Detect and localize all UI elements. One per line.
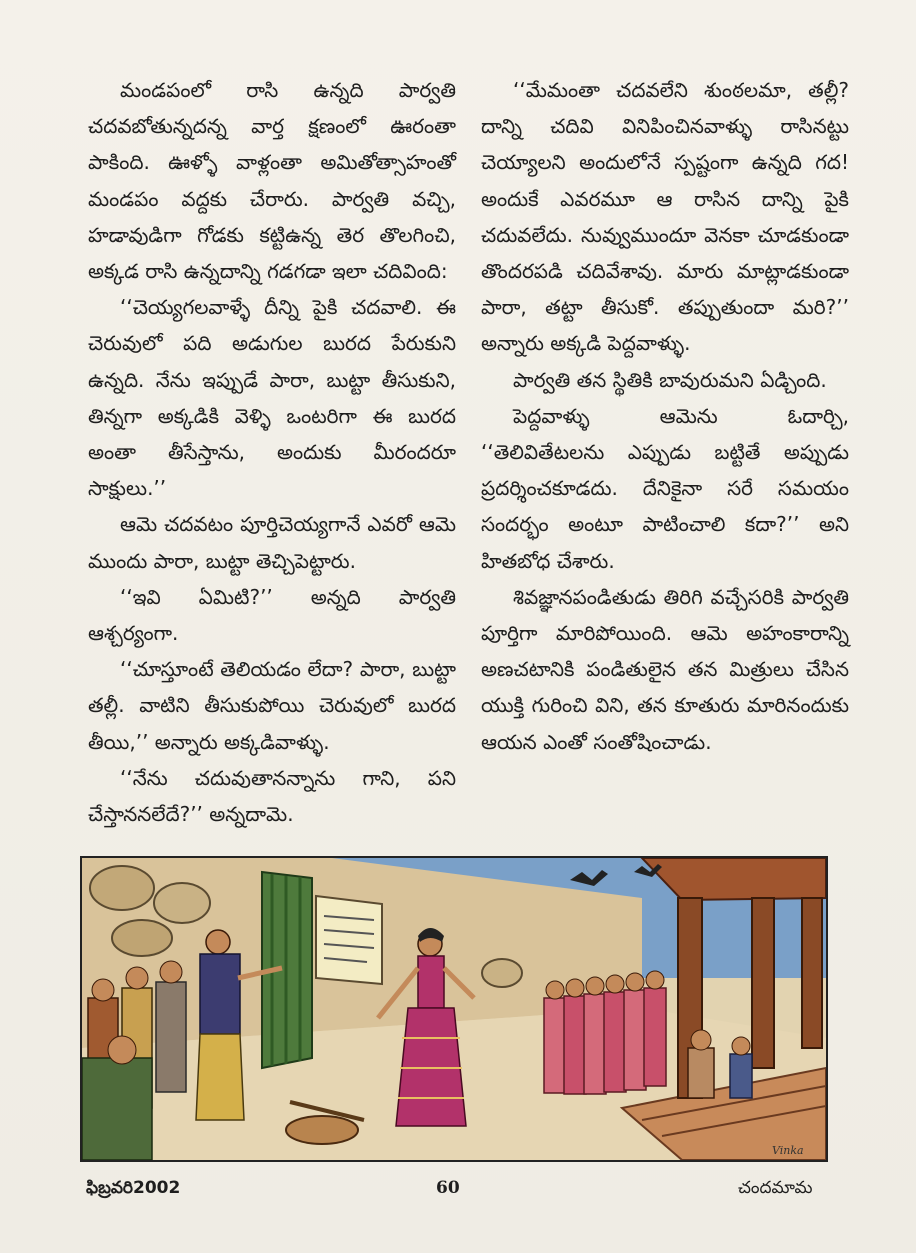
wall-stone bbox=[482, 959, 522, 987]
paragraph: ‘‘ఇవి ఏమిటి?’’ అన్నది పార్వతి ఆశ్చర్యంగా. bbox=[88, 584, 456, 646]
wall-notice bbox=[316, 896, 382, 984]
pavilion-pillar bbox=[752, 898, 774, 1068]
story-illustration bbox=[80, 856, 828, 1162]
paragraph: ‘‘చూస్తూంటే తెలియడం లేదా? పారా, బుట్టా తల్లీ. వాటిని తీసుకుపోయి చెరువులో బురద తీయి,’’ అన్నారు అక్కడివాళ్ళు. bbox=[88, 657, 456, 754]
paragraph: పెద్దవాళ్ళు ఆమెను ఓదార్చి, ‘‘తెలివితేటలను ఎప్పుడు బట్టితే అప్పుడు ప్రదర్శించకూడదు. దేనికైనా సరే సమయం సందర్భం అంటూ పాటించాలి కదా?’’ అని హితబోధ చేశారు. bbox=[481, 403, 849, 573]
basket bbox=[286, 1116, 358, 1144]
page-footer bbox=[0, 1178, 916, 1208]
paragraph: పార్వతి తన స్థితికి బావురుమని ఏడ్చింది. bbox=[513, 367, 827, 392]
paragraph: శివజ్ఞానపండితుడు తిరిగి వచ్చేసరికి పార్వతి పూర్తిగా మారిపోయింది. ఆమె అహంకారాన్ని అణచటానికి పండితులైన తన మిత్రులు చేసిన యుక్తి గురించి విని, తన కూతురు మారినందుకు ఆయన ఎంతో సంతోషించాడు. bbox=[481, 584, 849, 754]
issue-date: ఫిబ్రవరి2002 bbox=[86, 1178, 181, 1198]
artist-signature: Vinka bbox=[772, 1144, 804, 1157]
wall-stone bbox=[154, 883, 210, 923]
magazine-name: చందమామ bbox=[738, 1178, 813, 1198]
paragraph: ఆమె చదవటం పూర్తిచెయ్యగానే ఎవరో ఆమె ముందు పారా, బుట్టా తెచ్చిపెట్టారు. bbox=[88, 512, 456, 573]
wall-stone bbox=[112, 920, 172, 956]
left-column bbox=[88, 72, 456, 832]
illustration-drawing bbox=[82, 858, 826, 1160]
page-number: 60 bbox=[436, 1178, 460, 1198]
paragraph: ‘‘నేను చదువుతానన్నాను గాని, పని చేస్తాననలేదే?’’ అన్నదామె. bbox=[88, 765, 456, 827]
wall-stone bbox=[90, 866, 154, 910]
paragraph: ‘‘మేమంతా చదవలేని శుంఠలమా, తల్లీ? దాన్ని చదివి వినిపించినవాళ్ళు రాసినట్టు చెయ్యాలని అందులోనే స్పష్టంగా ఉన్నది గద! అందుకే ఎవరమూ ఆ రాసిన దాన్ని పైకి చదువలేదు. నువ్వుముందూ వెనకా చూడకుండా తొందరపడి చదివేశావు. మారు మాట్లాడకుండా పారా, తట్టా తీసుకో. తప్పుతుందా మరి?’’ అన్నారు అక్కడి పెద్దవాళ్ళు. bbox=[481, 78, 849, 356]
paragraph: ‘‘చెయ్యగలవాళ్ళే దీన్ని పైకి చదవాలి. ఈ చెరువులో పది అడుగుల బురద పేరుకుని ఉన్నది. నేను ఇప్పుడే పారా, బుట్టా తీసుకుని, తిన్నగా అక్కడికి వెళ్ళి ఒంటరిగా ఈ బురద అంతా తీసేస్తాను, అందుకు మీరందరూ సాక్షులు.’’ bbox=[88, 295, 456, 501]
right-column bbox=[481, 72, 849, 760]
pavilion-pillar bbox=[802, 898, 822, 1048]
paragraph: మండపంలో రాసి ఉన్నది పార్వతి చదవబోతున్నదన్న వార్త క్షణంలో ఊరంతా పాకింది. ఊళ్ళో వాళ్లంతా అమితోత్సాహంతో మండపం వద్దకు చేరారు. పార్వతి వచ్చి, హడావుడిగా గోడకు కట్టిఉన్న తెర తొలగించి, అక్కడ రాసి ఉన్నదాన్ని గడగడా ఇలా చదివింది: bbox=[88, 78, 456, 284]
